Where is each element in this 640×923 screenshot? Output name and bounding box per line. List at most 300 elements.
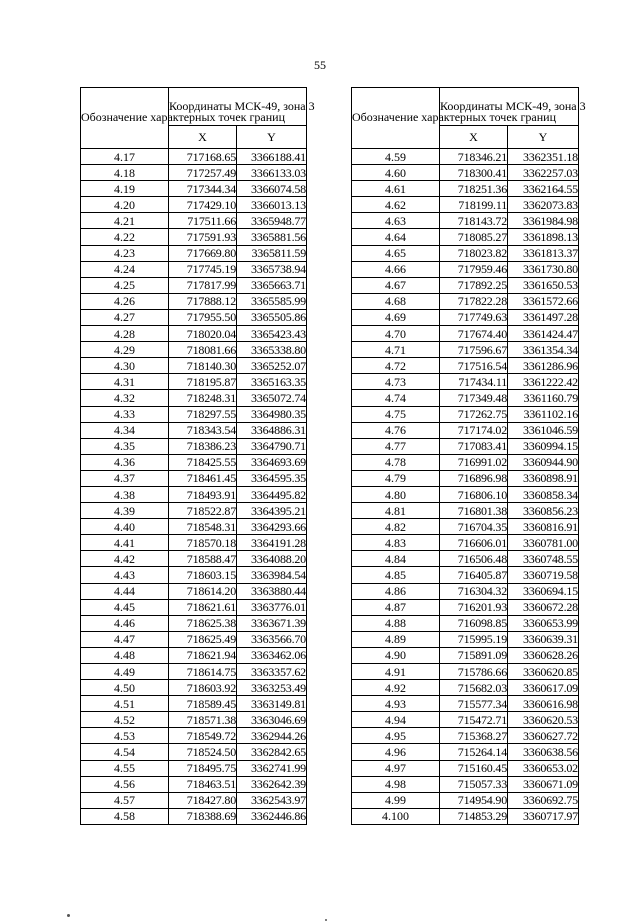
scan-speck xyxy=(325,919,327,921)
table-row xyxy=(81,486,307,502)
y-coordinate-cell: 3365338.80 xyxy=(237,342,307,358)
y-coordinate-cell: 3362642.39 xyxy=(237,776,307,792)
point-id-cell: 4.67 xyxy=(352,277,440,293)
x-coordinate-cell: 715682.03 xyxy=(440,680,508,696)
point-id-cell: 4.95 xyxy=(352,728,440,744)
table-row xyxy=(81,551,307,567)
y-coordinate-cell: 3365585.99 xyxy=(237,293,307,309)
x-coordinate-cell: 717669.80 xyxy=(169,245,237,261)
y-coordinate-cell: 3360620.85 xyxy=(508,664,579,680)
x-coordinate-cell: 717596.67 xyxy=(440,342,508,358)
x-coordinate-cell: 715577.34 xyxy=(440,696,508,712)
table-row xyxy=(352,229,579,245)
point-id-cell: 4.77 xyxy=(352,438,440,454)
y-coordinate-cell: 3361354.34 xyxy=(508,342,579,358)
point-id-cell: 4.18 xyxy=(81,165,169,181)
point-id-cell: 4.49 xyxy=(81,664,169,680)
y-coordinate-cell: 3363046.69 xyxy=(237,712,307,728)
x-coordinate-cell: 717168.65 xyxy=(169,149,237,165)
table-row xyxy=(81,454,307,470)
x-coordinate-cell: 717955.50 xyxy=(169,309,237,325)
x-coordinate-cell: 717257.49 xyxy=(169,165,237,181)
table-row xyxy=(81,470,307,486)
point-id-cell: 4.91 xyxy=(352,664,440,680)
table-row xyxy=(352,438,579,454)
point-id-cell: 4.64 xyxy=(352,229,440,245)
x-coordinate-cell: 718140.30 xyxy=(169,358,237,374)
point-id-cell: 4.37 xyxy=(81,470,169,486)
x-coordinate-cell: 718463.51 xyxy=(169,776,237,792)
table-row xyxy=(81,213,307,229)
x-coordinate-cell: 717674.40 xyxy=(440,326,508,342)
x-coordinate-cell: 718570.18 xyxy=(169,535,237,551)
point-id-cell: 4.26 xyxy=(81,293,169,309)
y-coordinate-cell: 3361497.28 xyxy=(508,309,579,325)
y-coordinate-cell: 3364395.21 xyxy=(237,503,307,519)
point-id-cell: 4.100 xyxy=(352,808,440,824)
point-id-cell: 4.84 xyxy=(352,551,440,567)
point-id-cell: 4.55 xyxy=(81,760,169,776)
y-coordinate-cell: 3365811.59 xyxy=(237,245,307,261)
table-row xyxy=(352,551,579,567)
x-coordinate-cell: 718081.66 xyxy=(169,342,237,358)
x-coordinate-cell: 717516.54 xyxy=(440,358,508,374)
y-coordinate-cell: 3361102.16 xyxy=(508,406,579,422)
x-coordinate-cell: 718603.15 xyxy=(169,567,237,583)
point-designation-header: Обозначение характерных точек границ xyxy=(81,88,169,149)
y-coordinate-cell: 3362842.65 xyxy=(237,744,307,760)
table-row xyxy=(81,712,307,728)
y-coordinate-cell: 3361160.79 xyxy=(508,390,579,406)
y-coordinate-cell: 3360898.91 xyxy=(508,470,579,486)
table-row xyxy=(81,422,307,438)
point-id-cell: 4.61 xyxy=(352,181,440,197)
x-coordinate-cell: 717511.66 xyxy=(169,213,237,229)
table-row xyxy=(81,374,307,390)
point-id-cell: 4.60 xyxy=(352,165,440,181)
point-id-cell: 4.89 xyxy=(352,631,440,647)
x-coordinate-cell: 718493.91 xyxy=(169,486,237,502)
x-coordinate-cell: 718023.82 xyxy=(440,245,508,261)
point-id-cell: 4.53 xyxy=(81,728,169,744)
x-coordinate-cell: 716098.85 xyxy=(440,615,508,631)
point-id-cell: 4.47 xyxy=(81,631,169,647)
y-coordinate-cell: 3360858.34 xyxy=(508,486,579,502)
y-coordinate-cell: 3360856.23 xyxy=(508,503,579,519)
point-id-cell: 4.76 xyxy=(352,422,440,438)
table-row xyxy=(81,181,307,197)
x-coordinate-cell: 718251.36 xyxy=(440,181,508,197)
point-id-cell: 4.88 xyxy=(352,615,440,631)
table-row xyxy=(352,197,579,213)
point-id-cell: 4.70 xyxy=(352,326,440,342)
table-row xyxy=(81,309,307,325)
x-coordinate-cell: 718603.92 xyxy=(169,680,237,696)
x-coordinate-cell: 717888.12 xyxy=(169,293,237,309)
y-coordinate-cell: 3362351.18 xyxy=(508,149,579,165)
x-header: X xyxy=(169,125,237,148)
x-coordinate-cell: 718549.72 xyxy=(169,728,237,744)
point-id-cell: 4.20 xyxy=(81,197,169,213)
x-coordinate-cell: 716506.48 xyxy=(440,551,508,567)
table-row xyxy=(81,599,307,615)
point-id-cell: 4.80 xyxy=(352,486,440,502)
y-coordinate-cell: 3364088.20 xyxy=(237,551,307,567)
table-row xyxy=(352,615,579,631)
table-row xyxy=(81,293,307,309)
point-id-cell: 4.59 xyxy=(352,149,440,165)
x-coordinate-cell: 718020.04 xyxy=(169,326,237,342)
x-coordinate-cell: 718625.38 xyxy=(169,615,237,631)
table-row xyxy=(352,664,579,680)
x-coordinate-cell: 718614.75 xyxy=(169,664,237,680)
table-row xyxy=(352,309,579,325)
point-id-cell: 4.68 xyxy=(352,293,440,309)
x-coordinate-cell: 718300.41 xyxy=(440,165,508,181)
scan-speck xyxy=(67,914,70,917)
x-coordinate-cell: 718343.54 xyxy=(169,422,237,438)
x-coordinate-cell: 716704.35 xyxy=(440,519,508,535)
x-coordinate-cell: 718199.11 xyxy=(440,197,508,213)
point-id-cell: 4.35 xyxy=(81,438,169,454)
x-coordinate-cell: 718195.87 xyxy=(169,374,237,390)
y-coordinate-cell: 3361424.47 xyxy=(508,326,579,342)
table-row xyxy=(352,680,579,696)
table-row xyxy=(81,615,307,631)
point-id-cell: 4.90 xyxy=(352,647,440,663)
point-id-cell: 4.44 xyxy=(81,583,169,599)
table-row xyxy=(352,728,579,744)
point-id-cell: 4.65 xyxy=(352,245,440,261)
point-id-cell: 4.43 xyxy=(81,567,169,583)
x-coordinate-cell: 718388.69 xyxy=(169,808,237,824)
x-coordinate-cell: 716806.10 xyxy=(440,486,508,502)
point-id-cell: 4.96 xyxy=(352,744,440,760)
point-id-cell: 4.51 xyxy=(81,696,169,712)
table-row xyxy=(81,647,307,663)
x-coordinate-cell: 717822.28 xyxy=(440,293,508,309)
point-id-cell: 4.58 xyxy=(81,808,169,824)
x-coordinate-cell: 715264.14 xyxy=(440,744,508,760)
y-coordinate-cell: 3362164.55 xyxy=(508,181,579,197)
x-coordinate-cell: 717892.25 xyxy=(440,277,508,293)
x-coordinate-cell: 715786.66 xyxy=(440,664,508,680)
point-id-cell: 4.93 xyxy=(352,696,440,712)
point-id-cell: 4.31 xyxy=(81,374,169,390)
table-row xyxy=(81,229,307,245)
y-coordinate-cell: 3364693.69 xyxy=(237,454,307,470)
table-row xyxy=(352,760,579,776)
point-id-cell: 4.30 xyxy=(81,358,169,374)
table-row xyxy=(352,519,579,535)
y-coordinate-cell: 3360628.26 xyxy=(508,647,579,663)
point-id-cell: 4.85 xyxy=(352,567,440,583)
table-row xyxy=(352,744,579,760)
y-coordinate-cell: 3360616.98 xyxy=(508,696,579,712)
y-coordinate-cell: 3362741.99 xyxy=(237,760,307,776)
x-coordinate-cell: 717745.19 xyxy=(169,261,237,277)
y-coordinate-cell: 3361286.96 xyxy=(508,358,579,374)
point-id-cell: 4.72 xyxy=(352,358,440,374)
y-coordinate-cell: 3365505.86 xyxy=(237,309,307,325)
y-coordinate-cell: 3362257.03 xyxy=(508,165,579,181)
x-coordinate-cell: 718571.38 xyxy=(169,712,237,728)
coordinates-table-right xyxy=(351,87,586,825)
point-id-cell: 4.75 xyxy=(352,406,440,422)
x-coordinate-cell: 718614.20 xyxy=(169,583,237,599)
y-coordinate-cell: 3364191.28 xyxy=(237,535,307,551)
point-id-cell: 4.24 xyxy=(81,261,169,277)
y-coordinate-cell: 3362944.26 xyxy=(237,728,307,744)
table-row xyxy=(81,728,307,744)
y-coordinate-cell: 3361984.98 xyxy=(508,213,579,229)
table-row xyxy=(352,422,579,438)
y-coordinate-cell: 3360692.75 xyxy=(508,792,579,808)
y-coordinate-cell: 3360994.15 xyxy=(508,438,579,454)
table-row xyxy=(352,470,579,486)
y-coordinate-cell: 3364595.35 xyxy=(237,470,307,486)
point-id-cell: 4.78 xyxy=(352,454,440,470)
y-coordinate-cell: 3362073.83 xyxy=(508,197,579,213)
y-coordinate-cell: 3365738.94 xyxy=(237,261,307,277)
table-row xyxy=(81,406,307,422)
x-coordinate-cell: 718427.80 xyxy=(169,792,237,808)
x-coordinate-cell: 717174.02 xyxy=(440,422,508,438)
x-coordinate-cell: 714853.29 xyxy=(440,808,508,824)
y-coordinate-cell: 3366074.58 xyxy=(237,181,307,197)
y-coordinate-cell: 3363880.44 xyxy=(237,583,307,599)
x-coordinate-cell: 716801.38 xyxy=(440,503,508,519)
point-id-cell: 4.87 xyxy=(352,599,440,615)
point-id-cell: 4.99 xyxy=(352,792,440,808)
point-id-cell: 4.81 xyxy=(352,503,440,519)
table-row xyxy=(352,326,579,342)
table-row xyxy=(81,165,307,181)
y-coordinate-cell: 3366013.13 xyxy=(237,197,307,213)
table-row xyxy=(81,358,307,374)
point-id-cell: 4.33 xyxy=(81,406,169,422)
table-row xyxy=(352,213,579,229)
table-row xyxy=(352,647,579,663)
point-id-cell: 4.74 xyxy=(352,390,440,406)
x-coordinate-cell: 716606.01 xyxy=(440,535,508,551)
point-id-cell: 4.46 xyxy=(81,615,169,631)
x-coordinate-cell: 718248.31 xyxy=(169,390,237,406)
point-id-cell: 4.22 xyxy=(81,229,169,245)
y-coordinate-cell: 3363253.49 xyxy=(237,680,307,696)
point-id-cell: 4.86 xyxy=(352,583,440,599)
table-row xyxy=(352,599,579,615)
table-row xyxy=(81,197,307,213)
x-coordinate-cell: 717959.46 xyxy=(440,261,508,277)
y-coordinate-cell: 3360653.99 xyxy=(508,615,579,631)
table-row xyxy=(352,712,579,728)
table-row xyxy=(352,342,579,358)
x-coordinate-cell: 718346.21 xyxy=(440,149,508,165)
x-coordinate-cell: 715891.09 xyxy=(440,647,508,663)
table-row xyxy=(81,776,307,792)
y-coordinate-cell: 3363149.81 xyxy=(237,696,307,712)
table-row xyxy=(81,149,307,165)
coordinates-header: Координаты МСК-49, зона 3 xyxy=(440,88,579,126)
page-number: 55 xyxy=(314,58,326,72)
x-coordinate-cell: 718625.49 xyxy=(169,631,237,647)
point-id-cell: 4.56 xyxy=(81,776,169,792)
y-coordinate-cell: 3360944.90 xyxy=(508,454,579,470)
x-coordinate-cell: 716896.98 xyxy=(440,470,508,486)
point-id-cell: 4.28 xyxy=(81,326,169,342)
table-row xyxy=(81,342,307,358)
table-row xyxy=(81,680,307,696)
table-row xyxy=(81,326,307,342)
y-coordinate-cell: 3360672.28 xyxy=(508,599,579,615)
y-coordinate-cell: 3364886.31 xyxy=(237,422,307,438)
table-row xyxy=(352,390,579,406)
x-coordinate-cell: 718524.50 xyxy=(169,744,237,760)
point-designation-header: Обозначение характерных точек границ xyxy=(352,88,440,149)
x-coordinate-cell: 715160.45 xyxy=(440,760,508,776)
point-id-cell: 4.52 xyxy=(81,712,169,728)
table-row xyxy=(352,792,579,808)
y-coordinate-cell: 3361572.66 xyxy=(508,293,579,309)
table-row xyxy=(352,181,579,197)
x-coordinate-cell: 718495.75 xyxy=(169,760,237,776)
point-id-cell: 4.83 xyxy=(352,535,440,551)
point-id-cell: 4.19 xyxy=(81,181,169,197)
y-coordinate-cell: 3365663.71 xyxy=(237,277,307,293)
table-row xyxy=(352,503,579,519)
point-id-cell: 4.32 xyxy=(81,390,169,406)
y-coordinate-cell: 3364980.35 xyxy=(237,406,307,422)
table-row xyxy=(81,744,307,760)
table-row xyxy=(81,583,307,599)
point-id-cell: 4.23 xyxy=(81,245,169,261)
x-coordinate-cell: 717083.41 xyxy=(440,438,508,454)
x-coordinate-cell: 718621.61 xyxy=(169,599,237,615)
point-id-cell: 4.27 xyxy=(81,309,169,325)
table-row xyxy=(352,567,579,583)
x-coordinate-cell: 716304.32 xyxy=(440,583,508,599)
y-coordinate-cell: 3360816.91 xyxy=(508,519,579,535)
table-row xyxy=(81,567,307,583)
point-id-cell: 4.73 xyxy=(352,374,440,390)
x-coordinate-cell: 718588.47 xyxy=(169,551,237,567)
y-coordinate-cell: 3360620.53 xyxy=(508,712,579,728)
y-coordinate-cell: 3366133.03 xyxy=(237,165,307,181)
y-coordinate-cell: 3366188.41 xyxy=(237,149,307,165)
x-coordinate-cell: 718386.23 xyxy=(169,438,237,454)
y-coordinate-cell: 3364495.82 xyxy=(237,486,307,502)
table-row xyxy=(81,277,307,293)
x-coordinate-cell: 717429.10 xyxy=(169,197,237,213)
table-row xyxy=(352,454,579,470)
y-coordinate-cell: 3365948.77 xyxy=(237,213,307,229)
x-coordinate-cell: 717434.11 xyxy=(440,374,508,390)
y-coordinate-cell: 3361898.13 xyxy=(508,229,579,245)
point-id-cell: 4.29 xyxy=(81,342,169,358)
point-id-cell: 4.62 xyxy=(352,197,440,213)
coordinates-table-left xyxy=(80,87,315,825)
y-coordinate-cell: 3360719.58 xyxy=(508,567,579,583)
y-coordinate-cell: 3360748.55 xyxy=(508,551,579,567)
table-row xyxy=(81,519,307,535)
table-row xyxy=(81,808,307,824)
table-row xyxy=(352,374,579,390)
y-coordinate-cell: 3363357.62 xyxy=(237,664,307,680)
x-coordinate-cell: 715995.19 xyxy=(440,631,508,647)
x-coordinate-cell: 717591.93 xyxy=(169,229,237,245)
y-coordinate-cell: 3363776.01 xyxy=(237,599,307,615)
y-coordinate-cell: 3365072.74 xyxy=(237,390,307,406)
x-coordinate-cell: 718621.94 xyxy=(169,647,237,663)
point-id-cell: 4.36 xyxy=(81,454,169,470)
y-coordinate-cell: 3361222.42 xyxy=(508,374,579,390)
y-coordinate-cell: 3362543.97 xyxy=(237,792,307,808)
table-row xyxy=(81,438,307,454)
table-row xyxy=(81,664,307,680)
point-id-cell: 4.63 xyxy=(352,213,440,229)
point-id-cell: 4.39 xyxy=(81,503,169,519)
point-id-cell: 4.54 xyxy=(81,744,169,760)
x-coordinate-cell: 717344.34 xyxy=(169,181,237,197)
y-coordinate-cell: 3360653.02 xyxy=(508,760,579,776)
table-row xyxy=(352,696,579,712)
table-row xyxy=(352,165,579,181)
x-coordinate-cell: 715368.27 xyxy=(440,728,508,744)
point-id-cell: 4.82 xyxy=(352,519,440,535)
y-coordinate-cell: 3363671.39 xyxy=(237,615,307,631)
x-coordinate-cell: 716405.87 xyxy=(440,567,508,583)
table-row xyxy=(352,535,579,551)
table-row xyxy=(352,583,579,599)
point-id-cell: 4.98 xyxy=(352,776,440,792)
table-row xyxy=(81,503,307,519)
table-row xyxy=(352,149,579,165)
table-row xyxy=(352,358,579,374)
x-coordinate-cell: 718548.31 xyxy=(169,519,237,535)
y-coordinate-cell: 3363984.54 xyxy=(237,567,307,583)
y-coordinate-cell: 3360781.00 xyxy=(508,535,579,551)
y-coordinate-cell: 3365881.56 xyxy=(237,229,307,245)
table-row xyxy=(352,261,579,277)
y-coordinate-cell: 3360694.15 xyxy=(508,583,579,599)
point-id-cell: 4.94 xyxy=(352,712,440,728)
x-coordinate-cell: 717749.63 xyxy=(440,309,508,325)
x-coordinate-cell: 717262.75 xyxy=(440,406,508,422)
table-row xyxy=(352,776,579,792)
point-id-cell: 4.40 xyxy=(81,519,169,535)
x-coordinate-cell: 718589.45 xyxy=(169,696,237,712)
y-coordinate-cell: 3360671.09 xyxy=(508,776,579,792)
x-coordinate-cell: 718085.27 xyxy=(440,229,508,245)
y-coordinate-cell: 3361730.80 xyxy=(508,261,579,277)
y-coordinate-cell: 3360638.56 xyxy=(508,744,579,760)
x-coordinate-cell: 718297.55 xyxy=(169,406,237,422)
table-row xyxy=(352,486,579,502)
y-coordinate-cell: 3360639.31 xyxy=(508,631,579,647)
point-id-cell: 4.79 xyxy=(352,470,440,486)
table-body-right xyxy=(352,149,579,825)
y-coordinate-cell: 3361046.59 xyxy=(508,422,579,438)
x-coordinate-cell: 716201.93 xyxy=(440,599,508,615)
table-row xyxy=(81,760,307,776)
x-coordinate-cell: 717349.48 xyxy=(440,390,508,406)
y-coordinate-cell: 3365163.35 xyxy=(237,374,307,390)
table-row xyxy=(81,696,307,712)
x-coordinate-cell: 718461.45 xyxy=(169,470,237,486)
table-row xyxy=(352,808,579,824)
point-id-cell: 4.66 xyxy=(352,261,440,277)
